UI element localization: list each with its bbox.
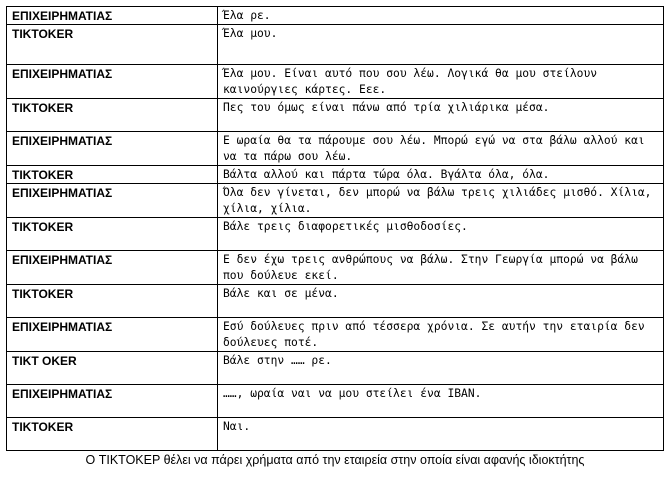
- speaker-cell: ΕΠΙΧΕΙΡΗΜΑΤΙΑΣ: [7, 132, 218, 166]
- dialogue-cell: Έλα μου.: [218, 25, 664, 65]
- speaker-cell: ΕΠΙΧΕΙΡΗΜΑΤΙΑΣ: [7, 318, 218, 352]
- speaker-cell: ΕΠΙΧΕΙΡΗΜΑΤΙΑΣ: [7, 251, 218, 285]
- dialogue-cell: Έλα ρε.: [218, 7, 664, 25]
- table-row: [7, 166, 664, 184]
- table-row: [7, 65, 664, 99]
- dialogue-cell: Ναι.: [218, 418, 664, 451]
- dialogue-cell: ……, ωραία ναι να μου στείλει ένα IBAN.: [218, 385, 664, 418]
- table-row: [7, 385, 664, 418]
- dialogue-cell: Εσύ δούλευες πριν από τέσσερα χρόνια. Σε αυτήν την εταιρία δεν δούλευες ποτέ.: [218, 318, 664, 352]
- dialogue-cell: Βάλε και σε μένα.: [218, 285, 664, 318]
- dialogue-cell: Βάλτα αλλού και πάρτα τώρα όλα. Βγάλτα όλα, όλα.: [218, 166, 664, 184]
- table-caption: Ο TIKTOKEP θέλει να πάρει χρήματα από την εταιρεία στην οποία είναι αφανής ιδιοκτήτης: [85, 453, 585, 467]
- table-row: [7, 418, 664, 451]
- table-row: [7, 7, 664, 25]
- table-row: [7, 285, 664, 318]
- dialogue-cell: Ε δεν έχω τρεις ανθρώπους να βάλω. Στην Γεωργία μπορώ να βάλω που δούλευε εκεί.: [218, 251, 664, 285]
- dialogue-cell: Όλα δεν γίνεται, δεν μπορώ να βάλω τρεις χιλιάδες μισθό. Χίλια, χίλια, χίλια.: [218, 184, 664, 218]
- table-row: [7, 218, 664, 251]
- speaker-cell: TIKT OKER: [7, 352, 218, 385]
- table-row: [7, 184, 664, 218]
- speaker-cell: TIKTOKER: [7, 218, 218, 251]
- table-row: [7, 132, 664, 166]
- speaker-cell: TIKTOKER: [7, 25, 218, 65]
- speaker-cell: TIKTOKER: [7, 418, 218, 451]
- dialogue-cell: Ε ωραία θα τα πάρουμε σου λέω. Μπορώ εγώ να στα βάλω αλλού και να τα πάρω σου λέω.: [218, 132, 664, 166]
- table-row: [7, 25, 664, 65]
- speaker-cell: ΕΠΙΧΕΙΡΗΜΑΤΙΑΣ: [7, 184, 218, 218]
- speaker-cell: ΕΠΙΧΕΙΡΗΜΑΤΙΑΣ: [7, 385, 218, 418]
- table-row: [7, 99, 664, 132]
- speaker-cell: TIKTOKER: [7, 166, 218, 184]
- dialogue-cell: Βάλε στην …… ρε.: [218, 352, 664, 385]
- speaker-cell: TIKTOKER: [7, 99, 218, 132]
- speaker-cell: TIKTOKER: [7, 285, 218, 318]
- table-row: [7, 352, 664, 385]
- speaker-cell: ΕΠΙΧΕΙΡΗΜΑΤΙΑΣ: [7, 7, 218, 25]
- speaker-cell: ΕΠΙΧΕΙΡΗΜΑΤΙΑΣ: [7, 65, 218, 99]
- dialogue-cell: Πες του όμως είναι πάνω από τρία χιλιάρικα μέσα.: [218, 99, 664, 132]
- dialogue-cell: Βάλε τρεις διαφορετικές μισθοδοσίες.: [218, 218, 664, 251]
- dialogue-cell: Έλα μου. Είναι αυτό που σου λέω. Λογικά θα μου στείλουν καινούργιες κάρτες. Εεε.: [218, 65, 664, 99]
- table-row: [7, 318, 664, 352]
- transcript-table: [6, 6, 664, 451]
- table-row: [7, 251, 664, 285]
